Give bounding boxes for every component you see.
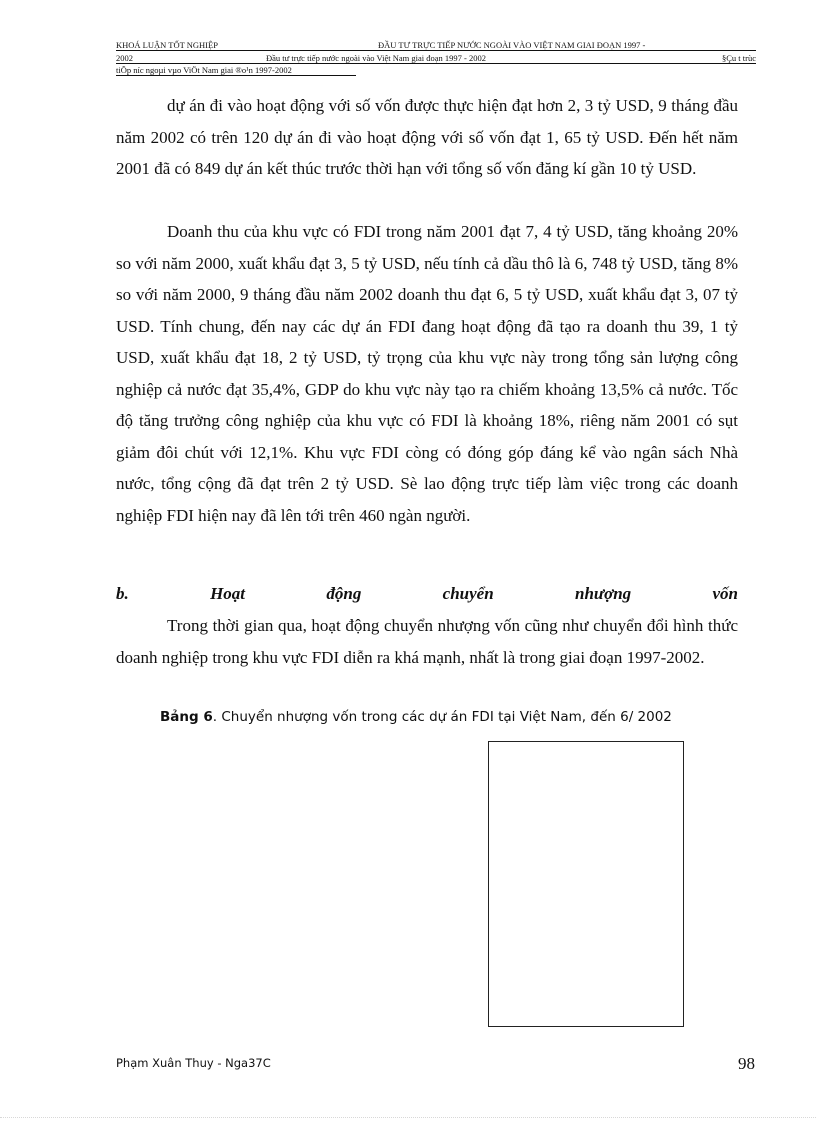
running-header-line2 xyxy=(116,53,756,64)
heading-word: động xyxy=(326,584,362,603)
paragraph-text: Trong thời gian qua, hoạt động chuyển nhượng vốn cũng như chuyển đổi hình thức doanh nghiệp trong khu vực FDI diễn ra khá mạnh, nhất là trong giai đoạn 1997-2002. xyxy=(116,616,738,667)
header-line2-center: Đầu tư trực tiếp nước ngoài vào Việt Nam giai đoạn 1997 - 2002 xyxy=(266,53,486,63)
footer-author: Phạm Xuân Thuy - Nga37C xyxy=(116,1056,271,1070)
page-bottom-divider xyxy=(0,1117,816,1118)
page-number: 98 xyxy=(738,1054,755,1073)
header-right: ĐẦU TƯ TRỰC TIẾP NƯỚC NGOÀI VÀO VIỆT NAM GIAI ĐOẠN 1997 - xyxy=(378,40,646,50)
section-heading xyxy=(116,578,738,610)
heading-word: b. xyxy=(116,584,129,603)
header-line2-left: 2002 xyxy=(116,53,133,63)
header-line2-right: §Çu t trùc xyxy=(722,53,756,63)
paragraph-text: Doanh thu của khu vực có FDI trong năm 2001 đạt 7, 4 tỷ USD, tăng khoảng 20% so với năm 2000, xuất khẩu đạt 3, 5 tỷ USD, nếu tính cả dầu thô là 6, 748 tỷ USD, tăng 8% so với năm 2000, 9 tháng đầu năm 2002 doanh thu đạt 6, 5 tỷ USD, xuất khẩu đạt 3, 07 tỷ USD. Tính chung, đến nay các dự án FDI đang hoạt động đã tạo ra doanh thu 39, 1 tỷ USD, xuất khẩu đạt 18, 2 tỷ USD, tỷ trọng của khu vực này trong tổng sản lượng công nghiệp cả nước đạt 35,4%, GDP do khu vực này tạo ra chiếm khoảng 13,5% cả nước. Tốc độ tăng trưởng công nghiệp của khu vực có FDI là khoảng 18%, riêng năm 2001 có sụt giảm đôi chút với 12,1%. Khu vực FDI còng có đóng góp đáng kể vào ngân sách Nhà nước, tổng cộng đã đạt trên 2 tỷ USD. Sè lao động trực tiếp làm việc trong các doanh nghiệp FDI hiện nay đã lên tới trên 460 ngàn người. xyxy=(116,222,738,525)
header-left: KHOÁ LUẬN TỐT NGHIỆP xyxy=(116,40,218,50)
paragraph-text: dự án đi vào hoạt động với số vốn được thực hiện đạt hơn 2, 3 tỷ USD, 9 tháng đầu năm 2002 có trên 120 dự án đi vào hoạt động với số vốn đạt 1, 65 tỷ USD. Đến hết năm 2001 đã có 849 dự án kết thúc trước thời hạn với tổng số vốn đăng kí gần 10 tỷ USD. xyxy=(116,96,738,178)
table-placeholder-frame xyxy=(488,741,684,1027)
body-paragraph-3 xyxy=(116,610,738,673)
table-caption-text: . Chuyển nhượng vốn trong các dự án FDI tại Việt Nam, đến 6/ 2002 xyxy=(212,709,672,725)
heading-word: nhượng xyxy=(574,584,632,603)
body-paragraph-2 xyxy=(116,216,738,531)
heading-word: Hoạt xyxy=(210,584,246,603)
table-caption-label: Bảng 6 xyxy=(160,709,213,725)
table-caption xyxy=(160,708,750,726)
running-header-line3: tiÕp níc ngoµi vµo ViÖt Nam giai ®o¹n 1997-2002 xyxy=(116,65,356,76)
heading-word: chuyển xyxy=(442,584,494,603)
body-paragraph-1 xyxy=(116,90,738,185)
running-header xyxy=(116,40,756,51)
heading-word: vốn xyxy=(712,584,738,603)
